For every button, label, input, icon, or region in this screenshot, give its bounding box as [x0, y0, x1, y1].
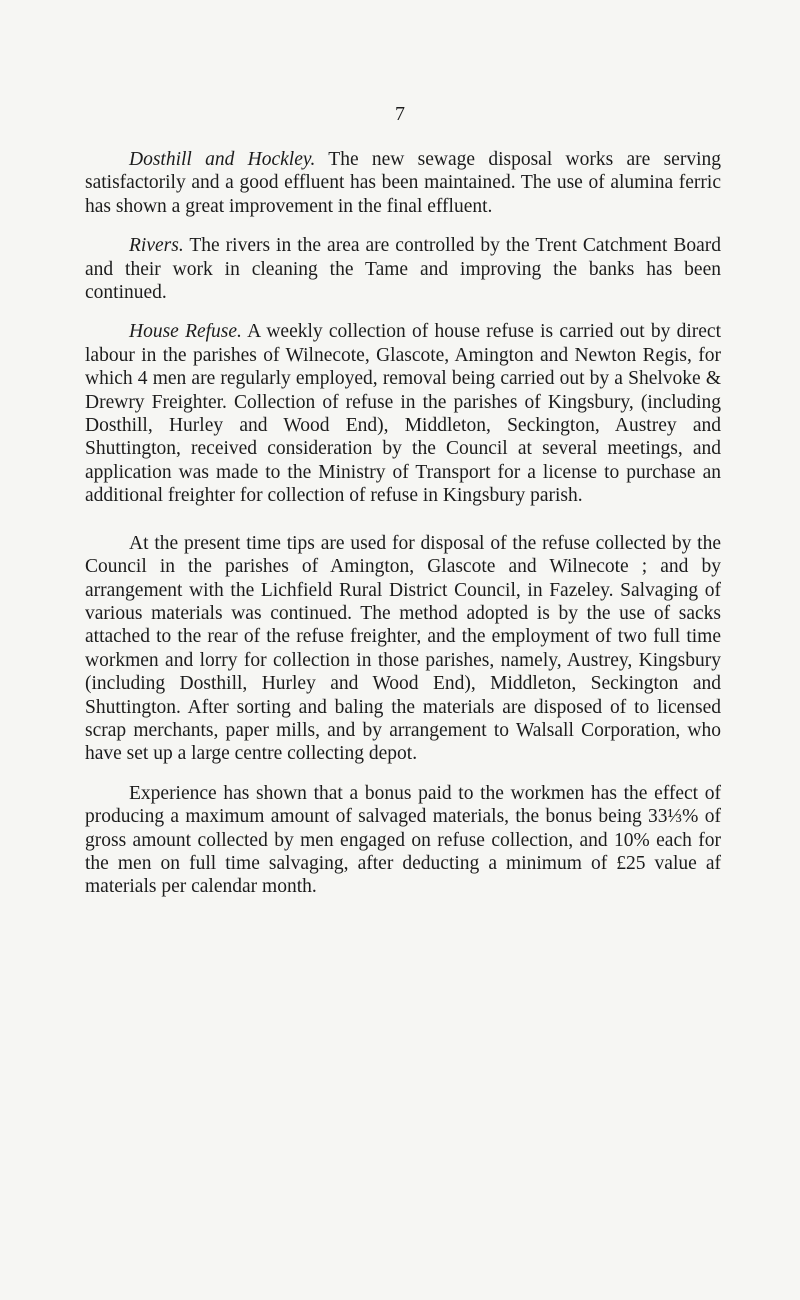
paragraph-tips-salvage	[85, 532, 721, 766]
body-text	[85, 148, 721, 899]
paragraph-text: The new sewage disposal works are serving satisfactorily and a good effluent has been maintained. The use of alumina ferric has shown a great improvement in the final effluent.	[85, 149, 721, 217]
page-number: 7	[395, 103, 405, 125]
paragraph-dosthill-hockley	[85, 148, 721, 218]
paragraph-text: The rivers in the area are controlled by the Trent Catchment Board and their work in cleaning the Tame and improving the banks has been continued.	[85, 235, 721, 304]
paragraph-rivers	[85, 234, 721, 304]
paragraph-heading: Dosthill and Hockley.	[129, 149, 316, 170]
paragraph-house-refuse	[85, 320, 721, 507]
paragraph-text: Experience has shown that a bonus paid to the workmen has the effect of producing a maximum amount of salvaged materials, the bonus being 33⅓% of gross amount collected by men engaged on refuse collection, and 10% each for the men on full time salvaging, after deducting a minimum of £25 value af materials per calendar month.	[85, 782, 721, 898]
paragraph-text: At the present time tips are used for disposal of the refuse collected by the Council in the parishes of Amington, Glascote and Wilnecote ; and by arrangement with the Lichfield Rural District Council, in Fazeley. Salvaging of various materials was continued. The method adopted is by the use of sacks attached to the rear of the refuse freighter, and the employment of two full time workmen and lorry for collection in those parishes, namely, Austrey, Kingsbury (including Dosthill, Hurley and Wood End), Middleton, Seckington and Shuttington. After sorting and baling the materials are disposed of to licensed scrap merchants, paper mills, and by arrangement to Walsall Corporation, who have set up a large centre collecting depot.	[85, 532, 721, 765]
paragraph-heading: Rivers.	[129, 235, 184, 257]
paragraph-bonus	[85, 782, 721, 899]
paragraph-text: A weekly collection of house refuse is carried out by direct labour in the parishes of Wilnecote, Glascote, Amington and Newton Regis, for which 4 men are regularly employed, removal being carried out by a Shelvoke & Drewry Freighter. Collection of refuse in the parishes of Kingsbury, (including Dosthill, Hurley and Wood End), Middleton, Seckington, Austrey and Shuttington, received consideration by the Council at several meetings, and application was made to the Ministry of Transport for a license to purchase an additional freighter for collection of refuse in Kingsbury parish.	[85, 321, 721, 507]
paragraph-heading: House Refuse.	[129, 321, 242, 343]
